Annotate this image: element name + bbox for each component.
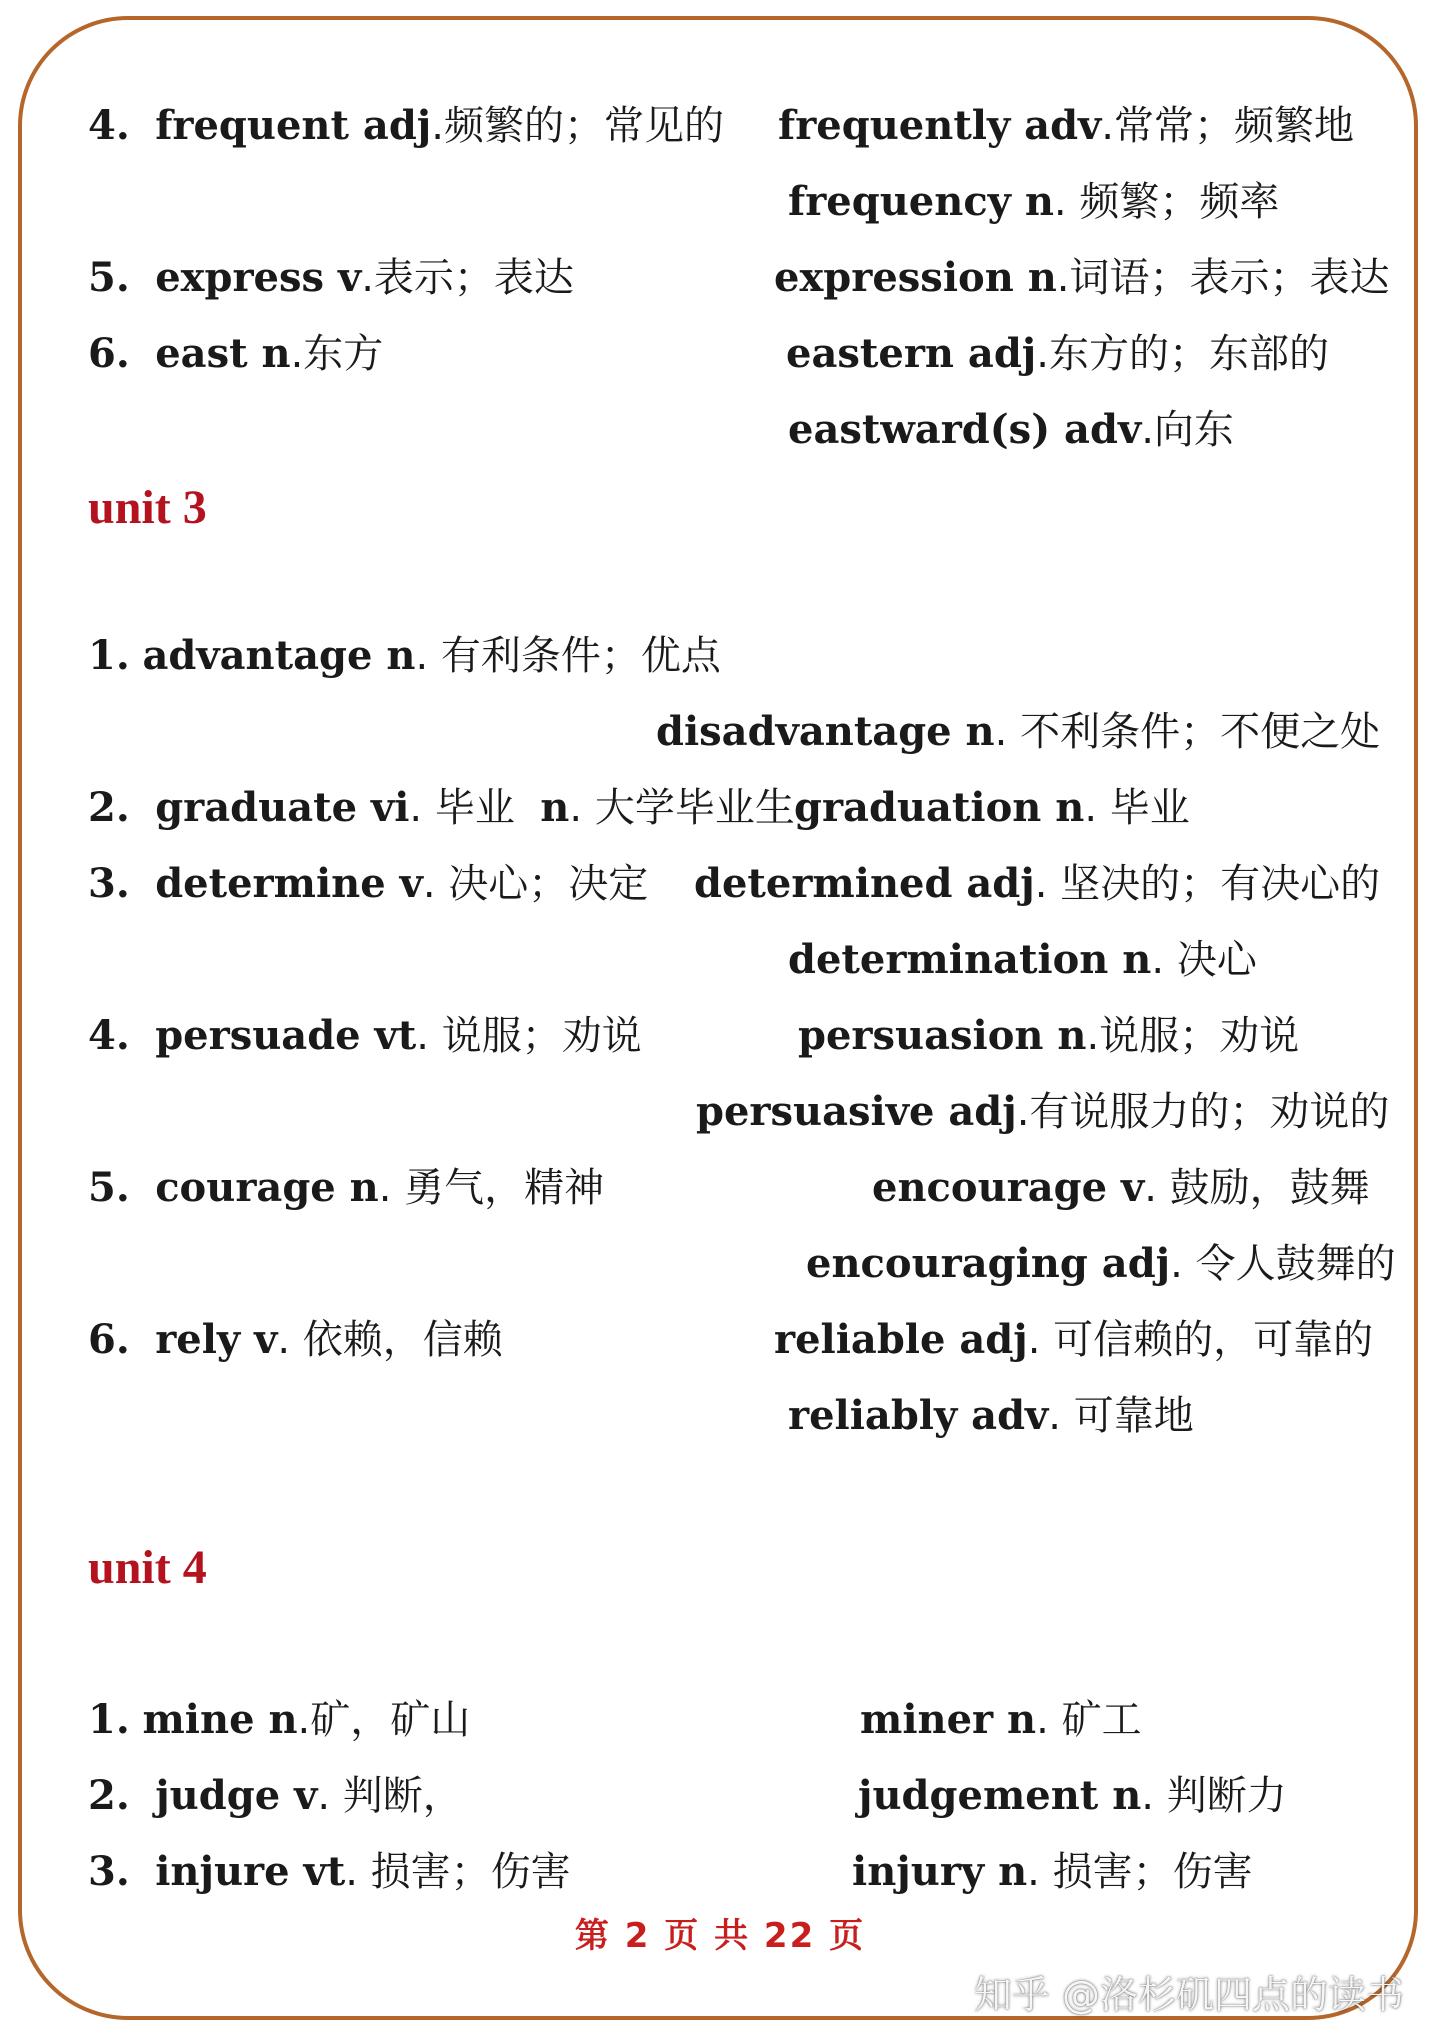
entry-right: determination n. 决心 <box>788 936 1257 983</box>
entry-right: eastern adj.东方的；东部的 <box>786 330 1329 377</box>
entry-right: encourage v. 鼓励，鼓舞 <box>872 1164 1370 1211</box>
entry-right: miner n. 矿工 <box>860 1696 1142 1743</box>
entry-left: 2. judge v. 判断， <box>88 1772 463 1819</box>
entry-right: determined adj. 坚决的；有决心的 <box>694 860 1381 907</box>
entry-right: frequency n. 频繁；频率 <box>788 178 1280 225</box>
page-footer: 第 2 页 共 22 页 <box>574 1916 866 1956</box>
entry-right: expression n.词语；表示；表达 <box>774 254 1390 301</box>
entry-right: reliable adj. 可信赖的，可靠的 <box>774 1316 1374 1363</box>
entry-right: persuasion n.说服；劝说 <box>798 1012 1300 1059</box>
unit-heading: unit 4 <box>88 1541 207 1594</box>
entry-right: disadvantage n. 不利条件；不便之处 <box>656 708 1381 755</box>
entry-left: 6. east n.东方 <box>88 330 384 377</box>
entry-left: 6. rely v. 依赖，信赖 <box>88 1316 503 1363</box>
entry-right: persuasive adj.有说服力的；劝说的 <box>696 1088 1390 1135</box>
entry-right: encouraging adj. 令人鼓舞的 <box>806 1240 1396 1287</box>
entry-left: 1. mine n.矿，矿山 <box>88 1696 471 1743</box>
entry-left: 3. injure vt. 损害；伤害 <box>88 1848 571 1895</box>
entry-left: 2. graduate vi. 毕业 n. 大学毕业生 <box>88 784 795 831</box>
entry-right: eastward(s) adv.向东 <box>788 406 1234 453</box>
entry-left: 3. determine v. 决心；决定 <box>88 860 649 907</box>
entry-left: 4. frequent adj.频繁的；常见的 <box>88 102 724 149</box>
entry-right: reliably adv. 可靠地 <box>788 1392 1194 1439</box>
entry-right: injury n. 损害；伤害 <box>852 1848 1253 1895</box>
entry-left: 1. advantage n. 有利条件；优点 <box>88 632 721 679</box>
entry-right: judgement n. 判断力 <box>858 1772 1287 1819</box>
unit-heading: unit 3 <box>88 481 207 534</box>
entry-left: 5. express v.表示；表达 <box>88 254 574 301</box>
watermark: 知乎 @洛杉矶四点的读书 <box>973 1973 1404 2017</box>
entry-right: graduation n. 毕业 <box>794 784 1190 831</box>
entry-right: frequently adv.常常；频繁地 <box>778 102 1354 149</box>
entry-left: 5. courage n. 勇气，精神 <box>88 1164 605 1211</box>
entry-left: 4. persuade vt. 说服；劝说 <box>88 1012 642 1059</box>
